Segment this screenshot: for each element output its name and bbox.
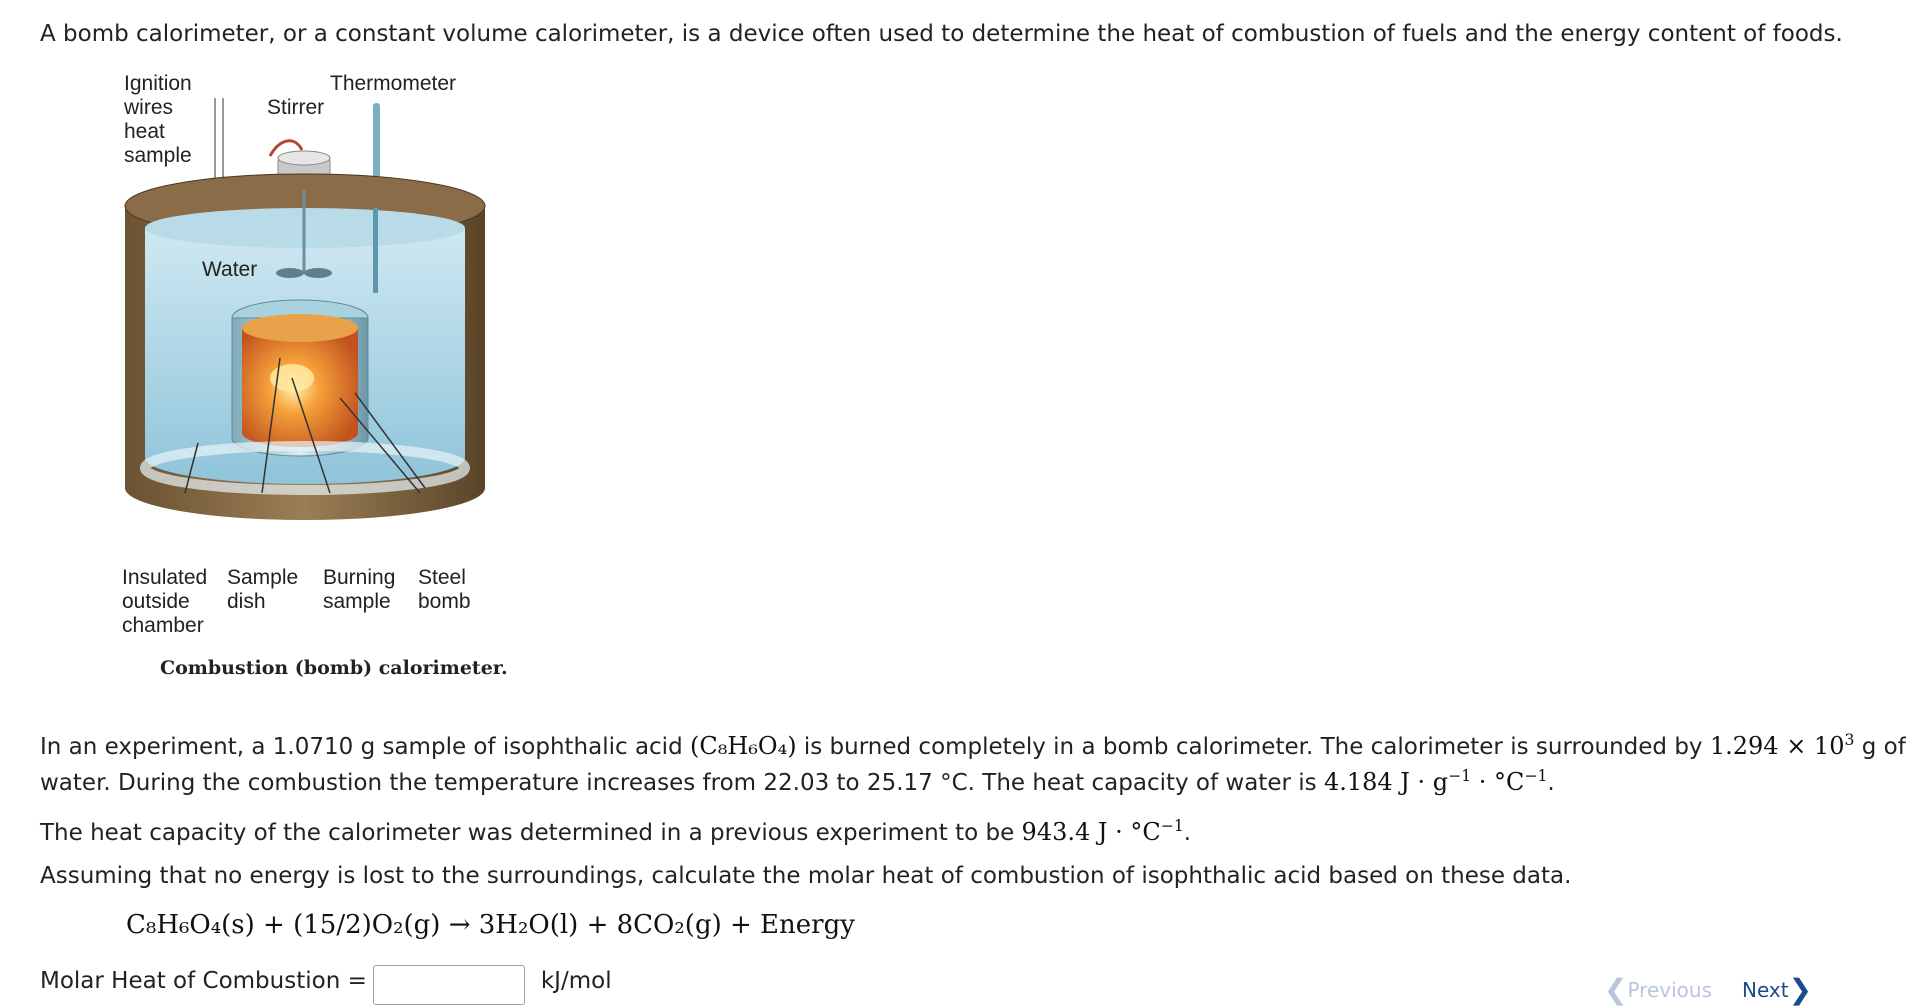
label-water: Water [202, 258, 258, 281]
problem-paragraph-1-cont: water. During the combustion the temperature increases from 22.03 to 25.17 °C. The heat capacity of water is 4.184 $J \cdot g^{-1} \cdot ^\circ C^{-1}$. [40, 767, 1555, 796]
previous-button[interactable]: ❮ Previous [1604, 973, 1712, 1006]
label-steel-bomb: Steel bomb [418, 566, 471, 613]
molar-heat-input[interactable] [373, 965, 525, 1005]
calorimeter-heat-capacity: 943.4 $J \cdot ^\circ C^{-1}$ [1021, 817, 1184, 846]
isophthalic-formula: (C₈H₆O₄) [690, 732, 797, 760]
chevron-left-icon: ❮ [1604, 973, 1628, 1006]
label-sample-dish: Sample dish [227, 566, 299, 613]
water-mass: $1.294 \times 10^3$ [1709, 731, 1855, 760]
label-burning-sample: Burning sample [323, 566, 396, 613]
chevron-right-icon: ❯ [1788, 973, 1813, 1006]
label-stirrer: Stirrer [267, 96, 325, 119]
figure-caption: Combustion (bomb) calorimeter. [160, 657, 508, 679]
label-thermometer: Thermometer [330, 72, 457, 95]
answer-label: Molar Heat of Combustion = [40, 968, 367, 994]
problem-paragraph-2: The heat capacity of the calorimeter was determined in a previous experiment to be 943.4 $J \cdot ^\circ C^{-1}$. [40, 817, 1192, 846]
problem-paragraph-3: Assuming that no energy is lost to the surroundings, calculate the molar heat of combustion of isophthalic acid based on these data. [40, 863, 1572, 889]
next-button[interactable]: Next ❯ [1742, 973, 1813, 1006]
label-insulated-chamber: Insulated outside chamber [122, 566, 208, 637]
answer-row [40, 968, 612, 1005]
answer-unit: kJ/mol [540, 968, 612, 994]
label-ignition-wires: Ignition wires heat sample [124, 72, 192, 167]
water-heat-capacity: 4.184 $J \cdot g^{-1} \cdot ^\circ C^{-1}$ [1323, 767, 1548, 796]
problem-paragraph-1: In an experiment, a 1.0710 g sample of isophthalic acid (C₈H₆O₄) is burned completely in a bomb calorimeter. The calorimeter is surrounded by $1.294 \times 10^3$ g of [40, 731, 1906, 760]
combustion-equation: C₈H₆O₄(s) + (15/2)O₂(g) → 3H₂O(l) + 8CO₂(g) + Energy [126, 910, 855, 940]
intro-text: A bomb calorimeter, or a constant volume calorimeter, is a device often used to determine the heat of combustion of fuels and the energy content of foods. [40, 21, 1843, 47]
bomb-calorimeter-figure [122, 72, 550, 698]
